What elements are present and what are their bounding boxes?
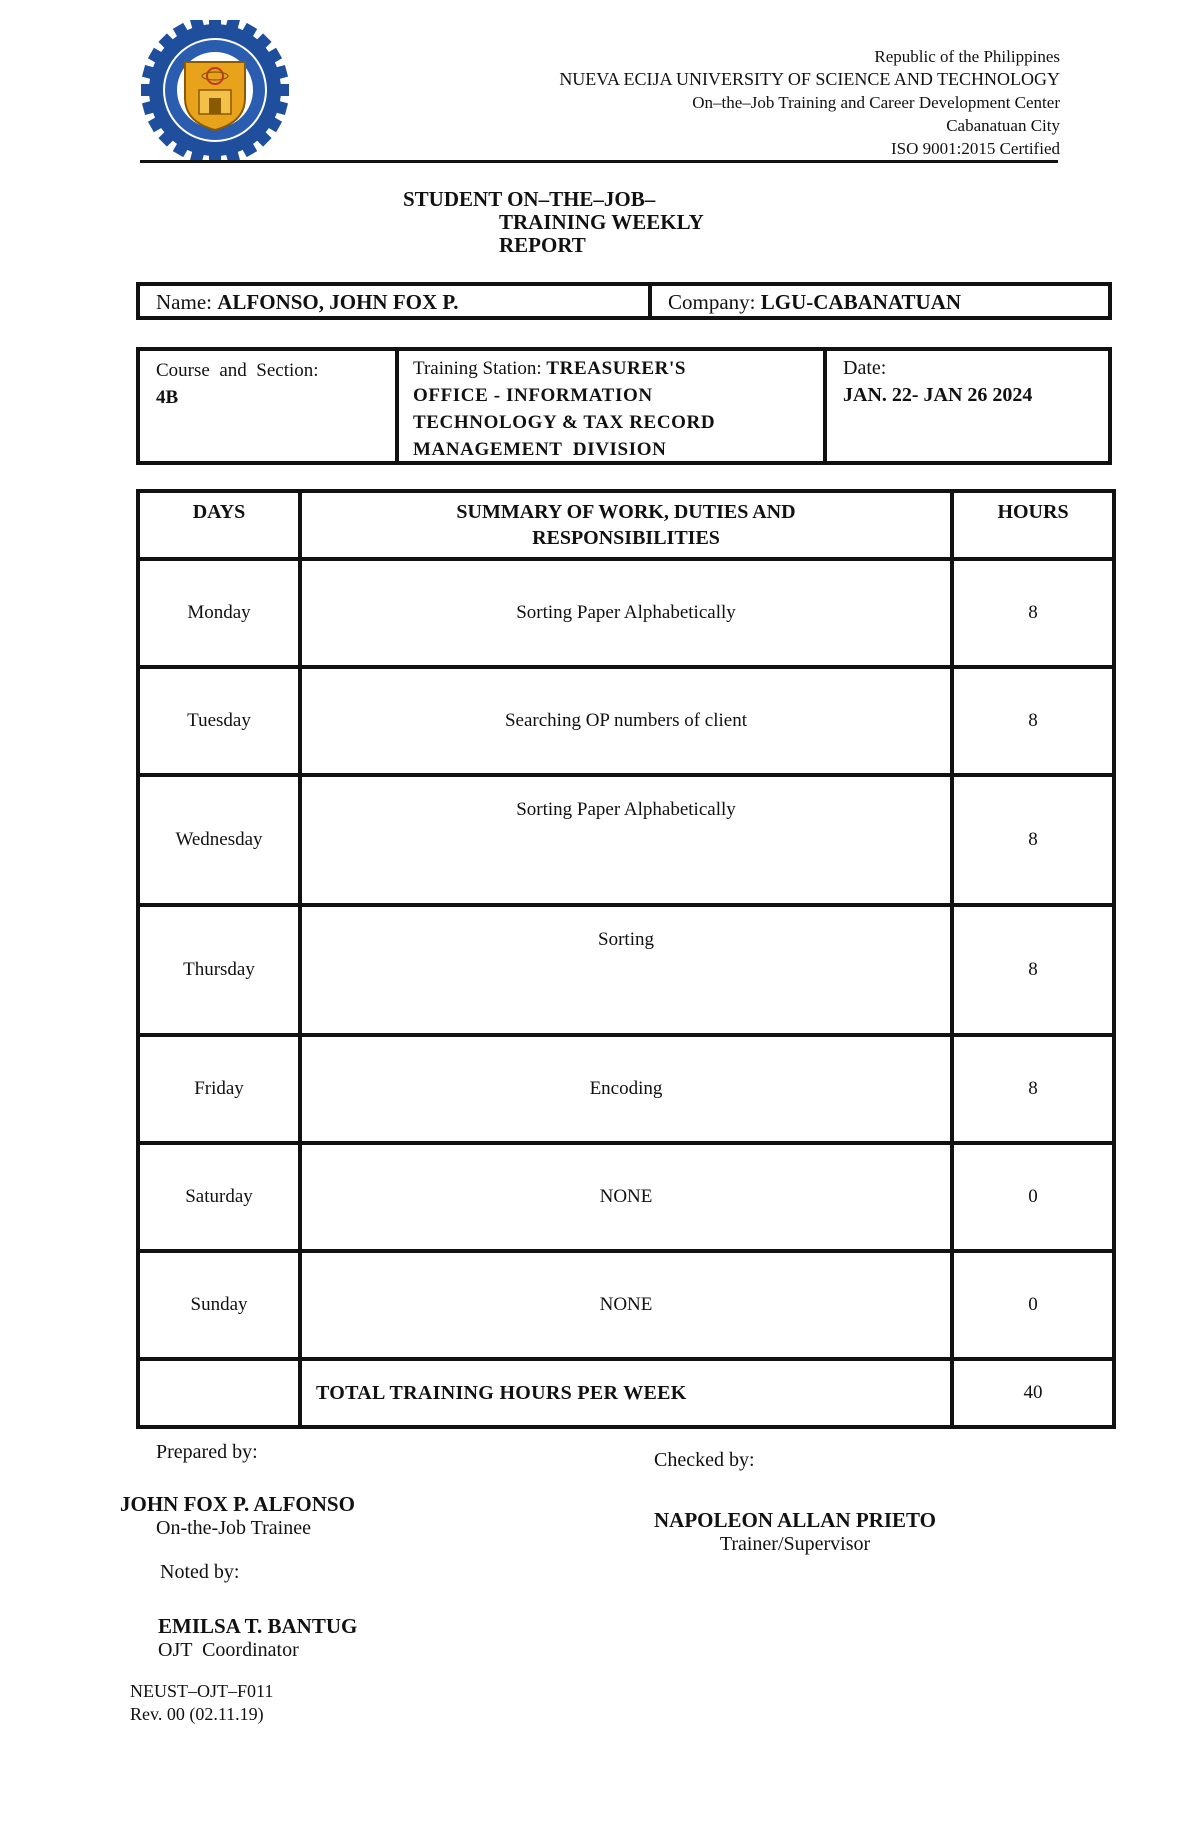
checked-role: Trainer/Supervisor: [719, 1533, 871, 1555]
station-value-line-4: MANAGEMENT DIVISION: [413, 439, 667, 460]
summary-cell: Sorting: [300, 905, 952, 1035]
republic-line: Republic of the Philippines: [874, 47, 1060, 66]
institution-header: [559, 45, 1060, 160]
noted-label: Noted by:: [160, 1561, 240, 1583]
header-divider: [140, 160, 1058, 163]
hours-cell: 8: [952, 559, 1114, 667]
station-cell: [399, 351, 827, 461]
table-row: [138, 1035, 1114, 1143]
prepared-label: Prepared by:: [156, 1441, 258, 1463]
day-cell: Saturday: [138, 1143, 300, 1251]
noted-name: EMILSA T. BANTUG: [158, 1614, 358, 1638]
day-cell: Sunday: [138, 1251, 300, 1359]
table-row: [138, 1251, 1114, 1359]
course-value: 4B: [156, 387, 179, 408]
checked-block: [654, 1508, 936, 1556]
hours-cell: 8: [952, 667, 1114, 775]
date-cell: [827, 351, 1108, 461]
course-cell: [140, 351, 399, 461]
total-label: TOTAL TRAINING HOURS PER WEEK: [300, 1359, 952, 1427]
table-row: [138, 905, 1114, 1035]
table-row: [138, 559, 1114, 667]
form-revision: Rev. 00 (02.11.19): [130, 1704, 264, 1724]
name-value: ALFONSO, JOHN FOX P.: [217, 290, 459, 314]
company-cell: [652, 286, 977, 316]
summary-cell: NONE: [300, 1251, 952, 1359]
total-row: [138, 1359, 1114, 1427]
table-row: [138, 775, 1114, 905]
title-line-1: STUDENT ON–THE–JOB–: [403, 187, 656, 211]
total-hours: 40: [952, 1359, 1114, 1427]
summary-cell: Searching OP numbers of client: [300, 667, 952, 775]
header-hours: HOURS: [952, 491, 1114, 559]
iso-certification: ISO 9001:2015 Certified: [890, 139, 1060, 158]
table-row: [138, 667, 1114, 775]
name-company-box: [136, 282, 1112, 320]
date-value: JAN. 22- JAN 26 2024: [843, 384, 1033, 406]
name-label: Name:: [156, 290, 212, 314]
total-empty-cell: [138, 1359, 300, 1427]
report-title: [403, 188, 704, 257]
station-value-line-3: TECHNOLOGY & TAX RECORD: [413, 412, 716, 433]
header-summary-line-2: RESPONSIBILITIES: [532, 527, 720, 549]
station-value-line-1: TREASURER'S: [546, 358, 687, 379]
day-cell: Thursday: [138, 905, 300, 1035]
summary-cell: Sorting Paper Alphabetically: [300, 559, 952, 667]
day-cell: Tuesday: [138, 667, 300, 775]
hours-cell: 8: [952, 905, 1114, 1035]
summary-cell: Encoding: [300, 1035, 952, 1143]
station-label: Training Station:: [413, 358, 542, 379]
university-name: NUEVA ECIJA UNIVERSITY OF SCIENCE AND TECHNOLOGY: [559, 69, 1060, 89]
noted-block: [158, 1614, 357, 1662]
table-row: [138, 1143, 1114, 1251]
day-cell: Friday: [138, 1035, 300, 1143]
form-code: NEUST–OJT–F011: [130, 1681, 274, 1701]
header-summary-line-1: SUMMARY OF WORK, DUTIES AND: [456, 501, 796, 523]
header-summary: [300, 491, 952, 559]
hours-cell: 0: [952, 1143, 1114, 1251]
header-days: DAYS: [138, 491, 300, 559]
name-cell: [140, 286, 652, 316]
prepared-role: On-the-Job Trainee: [156, 1517, 311, 1539]
noted-role: OJT Coordinator: [158, 1639, 299, 1661]
summary-cell: NONE: [300, 1143, 952, 1251]
station-value-line-2: OFFICE - INFORMATION: [413, 385, 653, 406]
checked-name: NAPOLEON ALLAN PRIETO: [654, 1508, 936, 1532]
hours-cell: 8: [952, 1035, 1114, 1143]
company-value: LGU-CABANATUAN: [760, 290, 962, 314]
title-line-3: REPORT: [499, 233, 586, 257]
course-label: Course and Section:: [156, 360, 319, 381]
weekly-report-table: [136, 489, 1116, 1429]
form-code-block: [130, 1680, 273, 1726]
prepared-block: [120, 1492, 355, 1540]
table-header-row: [138, 491, 1114, 559]
day-cell: Monday: [138, 559, 300, 667]
hours-cell: 8: [952, 775, 1114, 905]
company-label: Company:: [668, 290, 756, 314]
city-name: Cabanatuan City: [946, 116, 1060, 135]
prepared-name: JOHN FOX P. ALFONSO: [120, 1492, 355, 1516]
title-line-2: TRAINING WEEKLY: [499, 210, 704, 234]
center-name: On–the–Job Training and Career Development Center: [692, 93, 1060, 112]
hours-cell: 0: [952, 1251, 1114, 1359]
day-cell: Wednesday: [138, 775, 300, 905]
date-label: Date:: [843, 357, 887, 379]
university-seal-icon: [140, 20, 290, 160]
summary-cell: Sorting Paper Alphabetically: [300, 775, 952, 905]
details-box: [136, 347, 1112, 465]
checked-label: Checked by:: [654, 1449, 755, 1471]
